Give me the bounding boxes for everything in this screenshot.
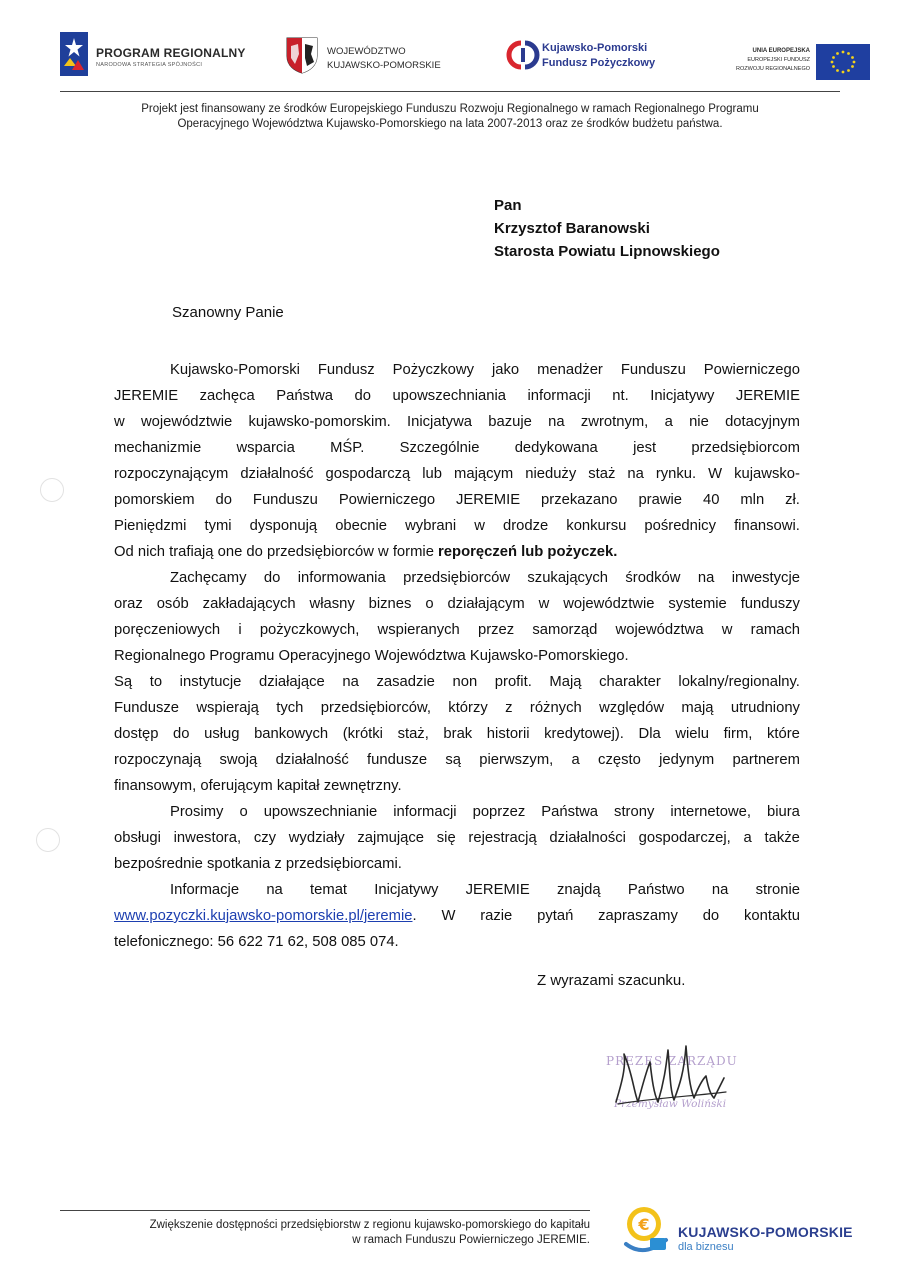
word: to — [149, 674, 163, 690]
word: osób — [156, 596, 189, 612]
program-regionalny-icon — [60, 32, 88, 76]
footer-statement — [60, 1218, 590, 1248]
funding-line-2: Operacyjnego Województwa Kujawsko-Pomorskiego na lata 2007-2013 oraz ze środków budżetu państwa. — [177, 118, 723, 130]
word: z — [505, 700, 513, 716]
word: obecnie — [335, 518, 388, 534]
word: jest — [633, 440, 657, 456]
wojewodztwo-line1: WOJEWÓDZTWO — [327, 46, 406, 57]
letter-body — [114, 357, 800, 955]
word: o — [425, 596, 434, 612]
word: Pieniędzmi — [114, 518, 187, 534]
word: Funduszu — [252, 492, 318, 508]
word: działalność — [275, 752, 349, 768]
word: Mają — [549, 674, 582, 690]
body-line — [114, 487, 800, 513]
word: zasadzie — [376, 674, 435, 690]
body-line: bezpośrednie spotkania z przedsiębiorcami. — [114, 856, 402, 872]
word: zajmujące — [357, 830, 425, 846]
word: instytucje — [179, 674, 242, 690]
body-line — [114, 747, 800, 773]
word: do — [173, 726, 190, 742]
eu-line1: UNIA EUROPEJSKA — [752, 48, 810, 54]
salutation: Szanowny Panie — [172, 304, 284, 321]
word: znajdą — [557, 882, 601, 898]
body-line — [114, 695, 800, 721]
word: Państwa — [276, 388, 333, 404]
body-line — [114, 903, 800, 929]
word: Zachęcamy — [170, 570, 247, 586]
punch-hole — [40, 478, 64, 502]
body-line — [114, 513, 800, 539]
word: województwa — [615, 622, 704, 638]
body-line — [114, 435, 800, 461]
word: tymi — [204, 518, 232, 534]
word: upowszechnianie — [263, 804, 378, 820]
eu-flag-icon — [816, 44, 870, 80]
word: Są — [114, 674, 133, 690]
word: MŚP. — [330, 440, 365, 456]
word: samorząd — [532, 622, 598, 638]
word: nieduży — [525, 466, 577, 482]
word: działalność — [240, 466, 314, 482]
word: działalności — [549, 830, 626, 846]
word: Szczególnie — [399, 440, 480, 456]
word: staż, — [397, 726, 429, 742]
word: profit. — [494, 674, 532, 690]
word: kontaktu — [743, 908, 800, 924]
word: rynku. — [655, 466, 697, 482]
word: czy — [253, 830, 277, 846]
word: działające — [258, 674, 325, 690]
word: wsparcia — [236, 440, 295, 456]
word: własny — [309, 596, 355, 612]
footer-divider — [60, 1210, 590, 1211]
word: nie — [689, 414, 709, 430]
eu-line3: ROZWOJU REGIONALNEGO — [736, 66, 810, 72]
word: Pożyczkowy — [392, 362, 474, 378]
addressee-position: Starosta Powiatu Lipnowskiego — [494, 243, 720, 260]
body-line — [114, 565, 800, 591]
word: brak — [443, 726, 473, 742]
body-line — [114, 409, 800, 435]
word: zakładających — [202, 596, 296, 612]
word: zapraszamy — [598, 908, 678, 924]
signature-area — [594, 1032, 764, 1127]
word: Państwa — [541, 804, 599, 820]
word: często — [598, 752, 641, 768]
body-line — [114, 799, 800, 825]
body-line — [114, 825, 800, 851]
word: którzy — [448, 700, 488, 716]
word: mln — [740, 492, 765, 508]
word: do — [215, 492, 232, 508]
word: Powierniczego — [338, 492, 436, 508]
body-line — [114, 877, 800, 903]
funding-line-1: Projekt jest finansowany ze środków Europejskiego Funduszu Rozwoju Regionalnego w ramach Regionalnego Programu — [141, 103, 759, 115]
word: obsługi — [114, 830, 161, 846]
footer-line-2: w ramach Funduszu Powierniczego JEREMIE. — [352, 1234, 590, 1246]
word: a — [743, 830, 752, 846]
word: swoją — [219, 752, 258, 768]
word: stronie — [755, 882, 800, 898]
header-divider — [60, 91, 840, 92]
stamp-line-2: Przemysław Woliński — [614, 1098, 727, 1110]
word: W — [441, 908, 456, 924]
word: menadżer — [537, 362, 603, 378]
word: oraz — [114, 596, 143, 612]
word: kredytowej). — [544, 726, 624, 742]
handwritten-signature — [594, 1032, 764, 1127]
word: W — [708, 466, 723, 482]
word: usług — [204, 726, 240, 742]
word: dedykowana — [514, 440, 598, 456]
word: Inicjatywy — [650, 388, 715, 404]
word: kujawsko- — [734, 466, 800, 482]
word: a — [571, 752, 580, 768]
body-line — [114, 357, 800, 383]
body-line: Regionalnego Programu Operacyjnego Województwa Kujawsko-Pomorskiego. — [114, 648, 629, 664]
word: pomorskiem — [114, 492, 195, 508]
word: JEREMIE — [114, 388, 179, 404]
word: 40 — [702, 492, 720, 508]
word: przedsiębiorców, — [320, 700, 431, 716]
word: nt. — [612, 388, 629, 404]
word: pośrednicy — [644, 518, 716, 534]
word: szukających — [527, 570, 608, 586]
word: systemie — [668, 596, 727, 612]
word: Inicjatywy — [374, 882, 439, 898]
word: funduszy — [740, 596, 800, 612]
word: lokalny/regionalny. — [678, 674, 800, 690]
kpfp-line2: Fundusz Pożyczkowy — [542, 57, 656, 69]
word: fundusze — [367, 752, 428, 768]
body-line — [114, 669, 800, 695]
word: JEREMIE — [465, 882, 530, 898]
word: w — [114, 414, 125, 430]
word: przedsiębiorców — [403, 570, 511, 586]
word: które — [767, 726, 800, 742]
word: się — [436, 830, 456, 846]
word: upowszechniania — [392, 388, 506, 404]
word: do — [702, 908, 720, 924]
word: wspierają — [196, 700, 259, 716]
word: strony — [614, 804, 655, 820]
body-line — [114, 539, 800, 565]
word: względów — [599, 700, 665, 716]
body-line: finansowym, oferującym kapitał zewnętrzny. — [114, 778, 402, 794]
word: drodze — [502, 518, 549, 534]
word: poręczeniowych — [114, 622, 221, 638]
word: Fundusze — [114, 700, 179, 716]
program-regionalny-title: PROGRAM REGIONALNY — [96, 46, 246, 60]
word: województwie — [140, 414, 233, 430]
word: mają — [681, 700, 714, 716]
word: różnych — [529, 700, 582, 716]
word: działającym — [447, 596, 525, 612]
word: w — [721, 622, 733, 638]
word: także — [764, 830, 800, 846]
word: . — [412, 908, 417, 924]
word: konkursu — [566, 518, 627, 534]
word: finansowi. — [734, 518, 800, 534]
program-regionalny-logo — [60, 30, 250, 80]
word: utrudniony — [730, 700, 800, 716]
word: gospodarczą — [325, 466, 411, 482]
word: o — [239, 804, 248, 820]
word: Prosimy — [170, 804, 224, 820]
word: informacji — [393, 804, 457, 820]
word: na — [342, 674, 359, 690]
word: informacji — [527, 388, 591, 404]
word: na — [548, 414, 565, 430]
word: rejestracją — [468, 830, 537, 846]
word: przedsiębiorcom — [691, 440, 800, 456]
body-text: Od nich trafiają one do przedsiębiorców w formie — [114, 544, 439, 560]
euro-coin-icon — [620, 1202, 674, 1258]
body-line — [114, 383, 800, 409]
word: bazuje — [488, 414, 532, 430]
word: przekazano — [541, 492, 618, 508]
word: Państwo — [627, 882, 685, 898]
word: do — [354, 388, 371, 404]
word: pierwszym, — [479, 752, 554, 768]
kpfp-icon — [506, 40, 540, 70]
word: rozpoczynającym — [114, 466, 229, 482]
word: (krótki — [342, 726, 383, 742]
word: na — [627, 466, 644, 482]
program-regionalny-subtitle: NARODOWA STRATEGIA SPÓJNOŚCI — [96, 62, 203, 68]
word: wybrani — [405, 518, 457, 534]
word: środków — [625, 570, 681, 586]
body-line — [114, 617, 800, 643]
addressee-block — [494, 194, 720, 263]
punch-hole — [36, 828, 60, 852]
word: na — [697, 570, 715, 586]
word: wielu — [675, 726, 710, 742]
word: dotacyjnym — [725, 414, 800, 430]
footer-logo-subtitle: dla biznesu — [678, 1241, 734, 1253]
word: jedynym — [659, 752, 715, 768]
word: województwie — [563, 596, 655, 612]
word: biznes — [368, 596, 412, 612]
svg-text:€: € — [638, 1215, 650, 1234]
word: rozpoczynają — [114, 752, 202, 768]
stamp-line-1: PREZES ZARZĄDU — [606, 1054, 738, 1068]
word: non — [452, 674, 478, 690]
word: informowania — [297, 570, 386, 586]
word: bankowych — [254, 726, 329, 742]
word: lub — [422, 466, 443, 482]
word: kujawsko-pomorskim. — [248, 414, 391, 430]
word: a — [664, 414, 673, 430]
coat-of-arms-icon — [285, 36, 319, 74]
word: JEREMIE — [455, 492, 521, 508]
word: do — [263, 570, 281, 586]
word: i — [238, 622, 242, 638]
addressee-title: Pan — [494, 197, 522, 214]
word: partnerem — [732, 752, 800, 768]
word: na — [266, 882, 283, 898]
word: staż — [588, 466, 616, 482]
word: poprzez — [472, 804, 526, 820]
word: wspieranych — [377, 622, 460, 638]
funding-statement — [60, 102, 840, 132]
word: przez — [477, 622, 515, 638]
word: Fundusz — [317, 362, 375, 378]
word: dysponują — [249, 518, 318, 534]
word: Funduszu — [620, 362, 686, 378]
body-text — [413, 903, 801, 929]
word: ramach — [750, 622, 800, 638]
word: zwrotnym, — [580, 414, 649, 430]
word: dostęp — [114, 726, 159, 742]
word: pytań — [537, 908, 574, 924]
word: mechanizmie — [114, 440, 202, 456]
word: inwestora, — [173, 830, 242, 846]
word: Inicjatywa — [407, 414, 472, 430]
word: charakter — [599, 674, 661, 690]
kpfp-line1: Kujawsko-Pomorski — [542, 42, 648, 54]
word: zł. — [785, 492, 800, 508]
closing-phrase: Z wyrazami szacunku. — [537, 972, 686, 989]
header-logos — [60, 30, 870, 90]
word: prawie — [638, 492, 683, 508]
kpfp-logo — [506, 30, 686, 80]
emphasis-text: reporęczeń lub pożyczek. — [438, 544, 618, 560]
wojewodztwo-line2: KUJAWSKO-POMORSKIE — [327, 60, 441, 71]
word: firm, — [723, 726, 753, 742]
word: pożyczkowych, — [259, 622, 360, 638]
addressee-name: Krzysztof Baranowski — [494, 220, 650, 237]
word: JEREMIE — [735, 388, 800, 404]
word: Powierniczego — [703, 362, 800, 378]
word: tych — [276, 700, 304, 716]
word: są — [445, 752, 462, 768]
word: Kujawsko-Pomorski — [170, 362, 300, 378]
jeremie-website-link[interactable]: www.pozyczki.kujawsko-pomorskie.pl/jeremie — [114, 908, 413, 924]
eu-logo — [720, 30, 870, 80]
body-line — [114, 591, 800, 617]
word: w — [538, 596, 550, 612]
kujawsko-pomorskie-dla-biznesu-logo — [620, 1200, 860, 1260]
footer-line-1: Zwiększenie dostępności przedsiębiorstw z regionu kujawsko-pomorskiego do kapitału — [149, 1219, 590, 1231]
word: w — [474, 518, 485, 534]
word: Informacje — [170, 882, 240, 898]
footer-logo-title: KUJAWSKO-POMORSKIE — [678, 1224, 853, 1240]
eu-line2: EUROPEJSKI FUNDUSZ — [747, 57, 810, 63]
body-line: telefonicznego: 56 622 71 62, 508 085 074. — [114, 934, 399, 950]
word: wydziały — [288, 830, 345, 846]
word: zachęca — [199, 388, 255, 404]
word: Dla — [638, 726, 661, 742]
body-line — [114, 461, 800, 487]
word: biura — [767, 804, 800, 820]
word: historii — [486, 726, 530, 742]
word: temat — [310, 882, 348, 898]
word: na — [711, 882, 729, 898]
word: razie — [480, 908, 513, 924]
word: mającym — [454, 466, 514, 482]
word: gospodarczej, — [638, 830, 731, 846]
word: internetowe, — [670, 804, 751, 820]
body-line — [114, 721, 800, 747]
word: inwestycje — [731, 570, 800, 586]
wojewodztwo-logo — [285, 30, 455, 80]
word: jako — [491, 362, 520, 378]
